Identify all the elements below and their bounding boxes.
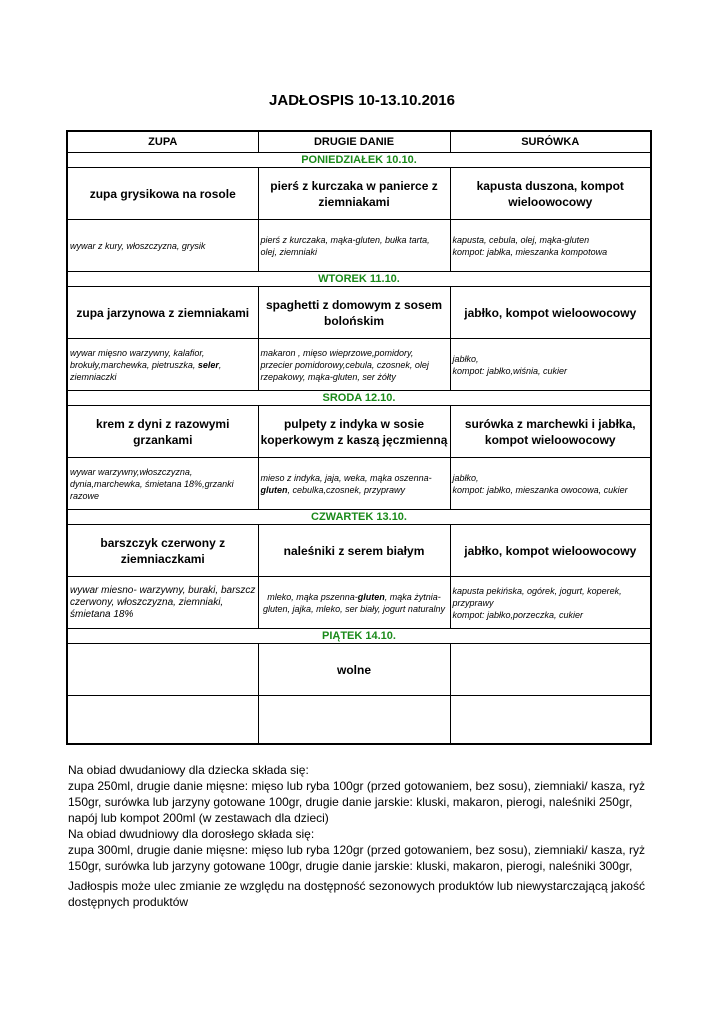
day-label: SRODA 12.10.: [67, 391, 651, 406]
main-dish: wolne: [258, 644, 450, 696]
dish-row: [67, 168, 651, 220]
day-row-friday: [67, 629, 651, 644]
salad-ingredients: jabłko, kompot: jabłko,wiśnia, cukier: [450, 339, 651, 391]
day-row-monday: [67, 153, 651, 168]
salad-dish: kapusta duszona, kompot wieloowocowy: [450, 168, 651, 220]
day-label: WTOREK 11.10.: [67, 272, 651, 287]
day-label: CZWARTEK 13.10.: [67, 510, 651, 525]
salad-dish: surówka z marchewki i jabłka, kompot wieloowocowy: [450, 406, 651, 458]
child-portion-text: zupa 250ml, drugie danie mięsne: mięso lub ryba 100gr (przed gotowaniem, bez sosu), ziemniaki/ kasza, ryż 150gr, surówka lub jarzyny gotowane 100gr, drugie danie jarskie: kluski, makaron, pierogi, naleśniki 250gr, napój lub kompot 200ml (w zestawach dla dzieci): [68, 779, 645, 825]
salad-ingredients: kapusta, cebula, olej, mąka-gluten kompot: jabłka, mieszanka kompotowa: [450, 220, 651, 272]
soup-ingredients: wywar mięsno warzywny, kalafior, brokuły,marchewka, pietruszka, seler, ziemniaczki: [67, 339, 258, 391]
soup-dish: krem z dyni z razowymi grzankami: [67, 406, 258, 458]
disclaimer-text: Jadłospis może ulec zmianie ze względu na dostępność sezonowych produktów lub niewystarczającą jakość dostępnych produktów: [68, 879, 645, 909]
day-row-tuesday: [67, 272, 651, 287]
salad-ingredients: jabłko, kompot: jabłko, mieszanka owocowa, cukier: [450, 458, 651, 510]
ingredients-row: [67, 696, 651, 744]
soup-dish: zupa jarzynowa z ziemniakami: [67, 287, 258, 339]
main-dish: pulpety z indyka w sosie koperkowym z kaszą jęczmienną: [258, 406, 450, 458]
salad-dish: jabłko, kompot wieloowocowy: [450, 525, 651, 577]
adult-portion-text: zupa 300ml, drugie danie mięsne: mięso lub ryba 120gr (przed gotowaniem, bez sosu), ziemniaki/ kasza, ryż 150gr, surówka lub jarzyny gotowane 100gr, drugie danie jarskie: kluski, makaron, pierogi, naleśniki 300gr,: [68, 843, 645, 873]
header-surowka: SURÓWKA: [450, 131, 651, 153]
soup-dish: [67, 644, 258, 696]
adult-portion-intro: Na obiad dwudniowy dla dorosłego składa się:: [68, 827, 315, 841]
soup-ingredients: [67, 696, 258, 744]
soup-dish: barszczyk czerwony z ziemniaczkami: [67, 525, 258, 577]
main-ingredients: mieso z indyka, jaja, weka, mąka oszenna-gluten, cebulka,czosnek, przyprawy: [258, 458, 450, 510]
disclaimer: [68, 878, 658, 910]
day-row-thursday: [67, 510, 651, 525]
day-label: PIĄTEK 14.10.: [67, 629, 651, 644]
header-zupa: ZUPA: [67, 131, 258, 153]
child-portion-intro: Na obiad dwudaniowy dla dziecka składa się:: [68, 763, 309, 777]
ingredients-row: [67, 220, 651, 272]
dish-row: [67, 287, 651, 339]
main-dish: pierś z kurczaka w panierce z ziemniakami: [258, 168, 450, 220]
ingredients-row: [67, 458, 651, 510]
soup-ingredients: wywar z kury, włoszczyzna, grysik: [67, 220, 258, 272]
soup-dish: zupa grysikowa na rosole: [67, 168, 258, 220]
day-row-wednesday: [67, 391, 651, 406]
dish-row: [67, 406, 651, 458]
salad-ingredients: [450, 696, 651, 744]
dish-row: [67, 525, 651, 577]
menu-table: [66, 130, 652, 745]
dish-row: [67, 644, 651, 696]
main-ingredients: [258, 696, 450, 744]
soup-ingredients: wywar warzywny,włoszczyzna, dynia,marchewka, śmietana 18%,grzanki razowe: [67, 458, 258, 510]
header-row: [67, 131, 651, 153]
salad-ingredients: kapusta pekińska, ogórek, jogurt, koperek, przyprawy kompot: jabłko,porzeczka, cukier: [450, 577, 651, 629]
adult-portion-notes: [68, 826, 658, 874]
salad-dish: jabłko, kompot wieloowocowy: [450, 287, 651, 339]
main-dish: spaghetti z domowym z sosem bolońskim: [258, 287, 450, 339]
ingredients-row: [67, 339, 651, 391]
main-dish: naleśniki z serem białym: [258, 525, 450, 577]
main-ingredients: makaron , mięso wieprzowe,pomidory, przecier pomidorowy,cebula, czosnek, olej rzepakowy, mąka-gluten, ser żółty: [258, 339, 450, 391]
menu-title: JADŁOSPIS 10-13.10.2016: [269, 92, 455, 109]
child-portion-notes: [68, 762, 658, 826]
main-ingredients: mleko, mąka pszenna-gluten, mąka żytnia- gluten, jajka, mleko, ser biały, jogurt naturalny: [258, 577, 450, 629]
header-drugie-danie: DRUGIE DANIE: [258, 131, 450, 153]
salad-dish: [450, 644, 651, 696]
main-ingredients: pierś z kurczaka, mąka-gluten, bułka tarta, olej, ziemniaki: [258, 220, 450, 272]
soup-ingredients: wywar miesno- warzywny, buraki, barszcz czerwony, włoszczyzna, ziemniaki, śmietana 18%: [67, 577, 258, 629]
ingredients-row: [67, 577, 651, 629]
day-label: PONIEDZIAŁEK 10.10.: [67, 153, 651, 168]
